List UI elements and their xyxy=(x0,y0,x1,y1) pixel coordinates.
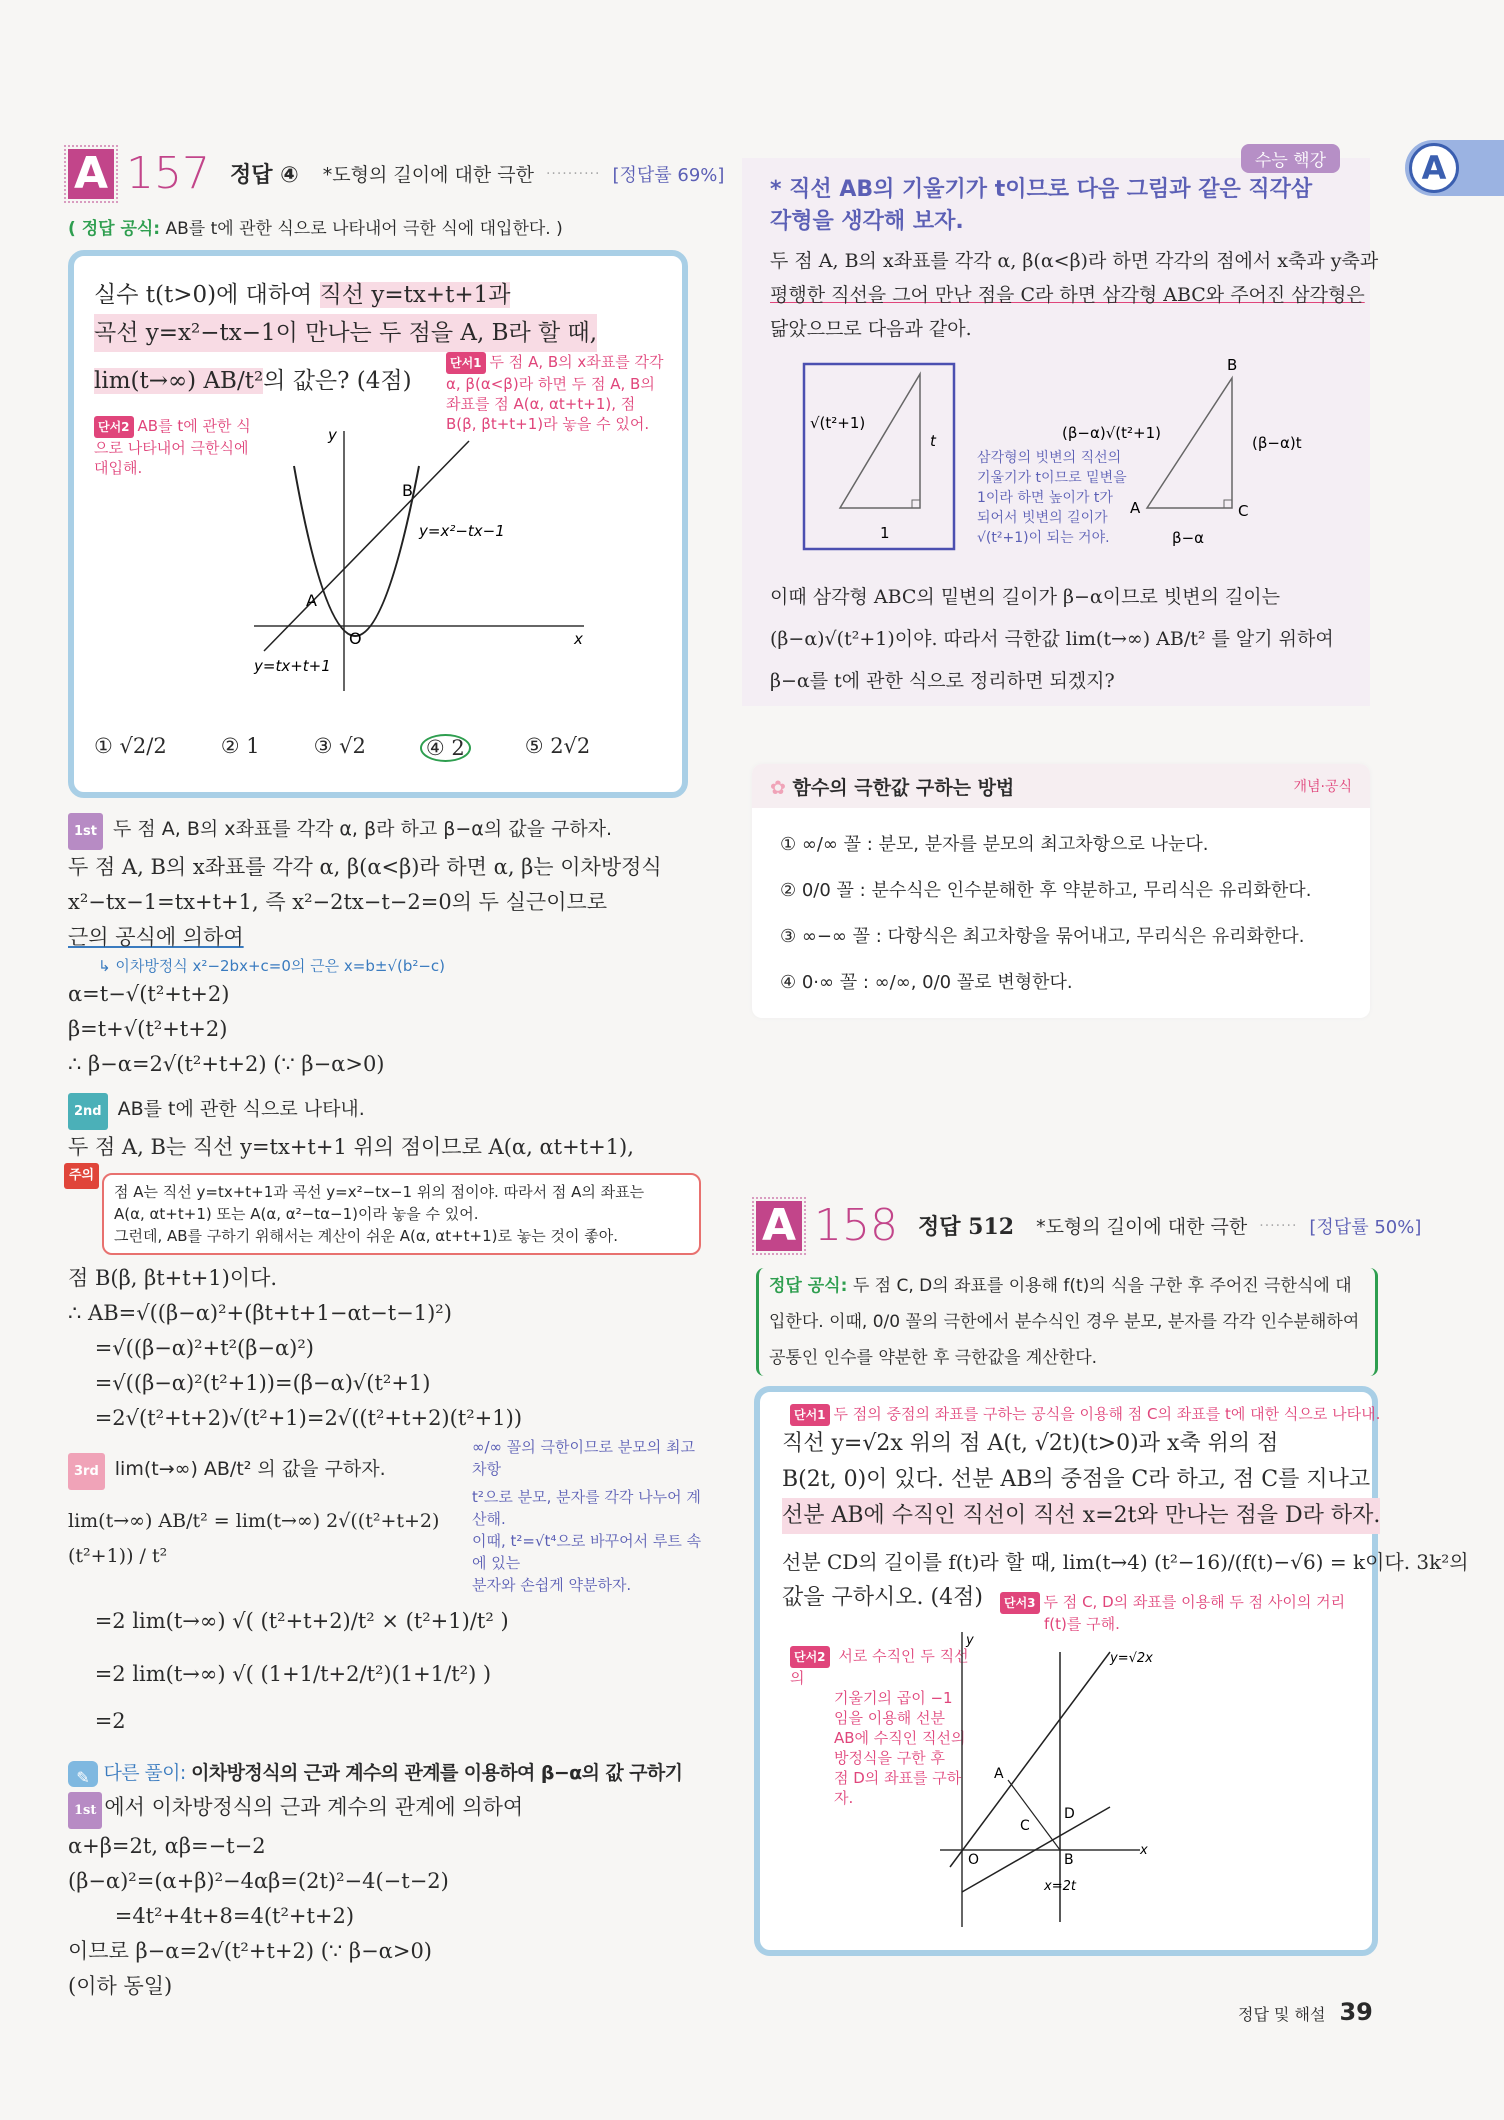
limit-method-box xyxy=(752,764,1370,1018)
point-c-label: C xyxy=(1020,1818,1030,1834)
equation-line: lim(t→∞) AB/t² = lim(t→∞) 2√((t²+t+2)(t²+1)) / t² xyxy=(68,1510,440,1567)
problem-157-box xyxy=(68,250,688,798)
note-line: 되어서 빗변의 길이가 xyxy=(977,510,1108,526)
choice-3[interactable]: ③ √2 xyxy=(313,734,366,758)
equation-line: α=t−√(t²+t+2) xyxy=(68,982,230,1006)
step-title: AB를 t에 관한 식으로 나타내. xyxy=(117,1098,365,1120)
right-angle-mark xyxy=(912,500,920,508)
method-list xyxy=(752,808,1370,1020)
point-d-label: D xyxy=(1064,1806,1075,1822)
solution-line: 근의 공식에 의하여 xyxy=(68,925,244,949)
hint-line: 점 D의 좌표를 구하자. xyxy=(834,1769,962,1807)
triangle-abc xyxy=(1147,378,1232,508)
solution-line: 두 점 A, B는 직선 y=tx+t+1 위의 점이므로 A(α, αt+t+1), xyxy=(68,1135,634,1159)
caution-line: A(α, αt+t+1) 또는 A(α, α²−tα−1)이라 놓을 수 있어. xyxy=(114,1205,479,1223)
accuracy-rate: [정답률 50%] xyxy=(1309,1216,1422,1238)
formula-text: 두 점 C, D의 좌표를 이용해 f(t)의 식을 구한 후 주어진 극한식에 대입한다. 이때, 0/0 꼴의 극한에서 분수식인 경우 분모, 분자를 각각 인수분해하여 공통인 인수를 약분한 후 극한값을 계산한다. xyxy=(769,1276,1360,1368)
equation-line: =2√(t²+t+2)√(t²+1)=2√((t²+t+2)(t²+1)) xyxy=(68,1406,523,1430)
x-label: x xyxy=(574,630,583,648)
problem-highlight: 직선 y=tx+t+1과 xyxy=(319,282,511,308)
problem-number: 158 xyxy=(814,1200,898,1251)
section-badge: A xyxy=(756,1201,802,1251)
equation-line: =√((β−α)²+t²(β−α)²) xyxy=(68,1336,314,1360)
formula-label: ( 정답 공식: xyxy=(68,219,161,239)
note-line: t²으로 분모, 분자를 각각 나누어 계산해. xyxy=(472,1488,701,1528)
hint-tag: 단서1 xyxy=(790,1404,830,1426)
choice-1[interactable]: ① √2/2 xyxy=(94,734,167,758)
section-tab-label: A xyxy=(1409,143,1459,193)
step-tag: 2nd xyxy=(68,1093,108,1130)
point-c-label: C xyxy=(1238,502,1249,520)
equation-line: (β−α)²=(α+β)²−4αβ=(2t)²−4(−t−2) xyxy=(68,1869,449,1893)
hint-1 xyxy=(790,1404,1380,1426)
paragraph-line: β−α를 t에 관한 식으로 정리하면 되겠지? xyxy=(770,670,1115,692)
equation-line: ∴ AB=√((β−α)²+(βt+t+1−αt−t−1)²) xyxy=(68,1301,452,1325)
parabola-graph xyxy=(234,426,594,696)
alt-title: 이차방정식의 근과 계수의 관계를 이용하여 β−α의 값 구하기 xyxy=(191,1762,683,1784)
core-insight-panel xyxy=(742,151,1379,706)
answer-label: 정답 ④ xyxy=(229,163,299,188)
equation-line: 이므로 β−α=2√(t²+t+2) (∵ β−α>0) xyxy=(68,1939,432,1963)
triangle-note xyxy=(977,448,1127,548)
section-badge: A xyxy=(68,149,114,199)
method-item: ④ 0·∞ 꼴 : ∞/∞, 0/0 꼴로 변형한다. xyxy=(780,972,1073,993)
paragraph-line: (β−α)√(t²+1)이야. 따라서 극한값 lim(t→∞) AB/t² 를 알기 위하여 xyxy=(770,628,1334,650)
hint-text: 두 점 A, B의 x좌표를 각각 α, β(α<β)라 하면 두 점 A, B의 좌표를 점 A(α, αt+t+1), 점 B(β, βt+t+1)라 놓을 수 있어. xyxy=(446,353,664,433)
flower-icon: ✿ xyxy=(770,776,793,799)
hint-text: 두 점의 중점의 좌표를 구하는 공식을 이용해 점 C의 좌표를 t에 대한 식으로 나타내. xyxy=(833,1405,1381,1423)
footer-label: 정답 및 해설 xyxy=(1238,2005,1326,2024)
origin-label: O xyxy=(968,1852,980,1868)
section-side-tab[interactable] xyxy=(1405,140,1504,196)
problem-line: 선분 AB에 수직인 직선이 직선 x=2t와 만나는 점을 D라 하자. xyxy=(782,1498,1380,1534)
core-badge: 수능 핵강 xyxy=(1241,144,1340,173)
point-a-label: A xyxy=(306,591,317,610)
solution-line: 에서 이차방정식의 근과 계수의 관계에 의하여 xyxy=(104,1795,524,1819)
note-line: 삼각형의 빗변의 직선의 xyxy=(977,450,1122,466)
choice-4-selected[interactable]: ④ 2 xyxy=(420,734,471,762)
triangle-frame xyxy=(804,364,954,549)
tri1-height-label: t xyxy=(930,432,936,450)
solution-line: 두 점 A, B의 x좌표를 각각 α, β(α<β)라 하면 α, β는 이차방정식 xyxy=(68,855,662,879)
page-footer xyxy=(1238,1998,1373,2026)
problem-line: 의 값은? (4점) xyxy=(263,368,412,394)
problem-line: 곡선 y=x²−tx−1이 만나는 두 점을 A, B라 할 때, xyxy=(94,314,597,352)
vline-label: x=2t xyxy=(1044,1879,1076,1894)
point-b-label: B xyxy=(1227,358,1238,374)
hint-tag: 단서1 xyxy=(446,352,486,374)
tri1-hyp-label: √(t²+1) xyxy=(810,414,866,432)
leader-dots: ······· xyxy=(1259,1217,1298,1234)
hint-text: AB를 t에 관한 식으로 나타내어 극한식에 대입해. xyxy=(94,417,251,477)
accuracy-rate: [정답률 69%] xyxy=(612,164,725,186)
right-angle-mark xyxy=(1224,500,1232,508)
note-line: ∞/∞ 꼴의 극한이므로 분모의 최고차항 xyxy=(472,1438,695,1478)
parabola-curve xyxy=(294,466,419,636)
choices xyxy=(94,734,590,762)
paragraph-line: 이때 삼각형 ABC의 밑변의 길이가 β−α이므로 빗변의 길이는 xyxy=(770,586,1281,608)
hint-3 xyxy=(1000,1592,1345,1634)
point-b-label: B xyxy=(1064,1852,1074,1868)
problem-line: 값을 구하시오. (4점) xyxy=(782,1585,983,1610)
problem-line: 실수 t(t>0)에 대하여 xyxy=(94,282,320,308)
equation-line: ∴ β−α=2√(t²+t+2) (∵ β−α>0) xyxy=(68,1052,385,1076)
paragraph-line: 두 점 A, B의 x좌표를 각각 α, β(α<β)라 하면 각각의 점에서 x축과 y축과 xyxy=(770,250,1379,272)
alternative-solution xyxy=(68,1756,708,2004)
core-title: * 직선 AB의 기울기가 t이므로 다음 그림과 같은 직각삼각형을 생각해 보자. xyxy=(770,177,1313,234)
caution-box xyxy=(69,1168,701,1255)
segment-ab xyxy=(1008,1780,1060,1850)
equation-line: =2 xyxy=(68,1709,126,1733)
hint-line: 두 점 C, D의 좌표를 이용해 두 점 사이의 거리 xyxy=(1043,1593,1346,1611)
problem-number: 157 xyxy=(126,148,210,199)
hint-line: f(t)를 구해. xyxy=(1044,1615,1120,1633)
small-triangle xyxy=(840,374,920,508)
core-paragraph xyxy=(770,244,1378,346)
solution-line: x²−tx−1=tx+t+1, 즉 x²−2tx−t−2=0의 두 실근이므로 xyxy=(68,890,608,914)
paragraph-line: 평행한 직선을 그어 만난 점을 C라 하면 삼각형 ABC와 주어진 삼각형은 xyxy=(770,284,1365,306)
point-b-label: B xyxy=(402,481,413,500)
equation-line: β=t+√(t²+t+2) xyxy=(68,1017,228,1041)
solution-step-2 xyxy=(68,1092,708,1436)
hint-1 xyxy=(446,352,664,434)
alt-label: 다른 풀이: xyxy=(103,1762,186,1784)
topic-label: *도형의 길이에 대한 극한 xyxy=(322,164,534,186)
formula-text: AB를 t에 관한 식으로 나타내어 극한 식에 대입한다. ) xyxy=(165,219,563,239)
method-title: 함수의 극한값 구하는 방법 xyxy=(792,776,1015,799)
y-label: y xyxy=(966,1633,974,1648)
answer-formula xyxy=(756,1268,1378,1376)
solution-step-1 xyxy=(68,812,708,1082)
problem-text xyxy=(782,1426,1469,1616)
problem-line: 직선 y=√2x 위의 점 A(t, √2t)(t>0)과 x축 위의 점 xyxy=(782,1431,1279,1456)
hint-line: 기울기의 곱이 −1 xyxy=(834,1689,953,1707)
equation-line: (이하 동일) xyxy=(68,1974,173,1998)
method-item: ③ ∞−∞ 꼴 : 다항식은 최고차항을 묶어내고, 무리식은 유리화한다. xyxy=(780,926,1305,947)
y-label: y xyxy=(328,426,337,444)
problem-158-box xyxy=(754,1386,1469,1956)
x-label: x xyxy=(1140,1843,1148,1858)
tri2-hyp-label: (β−α)√(t²+1) xyxy=(1062,424,1162,442)
equation-line: =2 lim(t→∞) √( (t²+t+2)/t² × (t²+1)/t² ) xyxy=(68,1609,509,1633)
hint-line: AB에 수직인 직선의 xyxy=(834,1729,966,1747)
problem-158-header xyxy=(756,1200,1421,1251)
hint-line: 방정식을 구한 후 xyxy=(834,1749,945,1767)
line-graph xyxy=(940,1632,1200,1932)
method-item: ① ∞/∞ 꼴 : 분모, 분자를 분모의 최고차항으로 나눈다. xyxy=(780,834,1209,855)
caution-tag: 주의 xyxy=(64,1163,99,1189)
equation-line: =√((β−α)²(t²+1))=(β−α)√(t²+1) xyxy=(68,1371,431,1395)
origin-label: O xyxy=(349,629,362,648)
step-tag: 1st xyxy=(68,813,103,850)
step-tag: 3rd xyxy=(68,1453,105,1490)
core-conclusion xyxy=(770,576,1334,702)
tri2-base-label: β−α xyxy=(1172,529,1205,547)
problem-line: 선분 CD의 길이를 f(t)라 할 때, lim(t→4) (t²−16)/(f(t)−√6) = k이다. 3k²의 xyxy=(782,1550,1469,1574)
hint-line: 서로 수직인 두 직선의 xyxy=(790,1647,969,1687)
problem-line: B(2t, 0)이 있다. 선분 AB의 중점을 C라 하고, 점 C를 지나고 xyxy=(782,1467,1371,1492)
note-line: 이때, t²=√t⁴으로 바꾸어서 루트 속에 있는 xyxy=(472,1532,702,1572)
note-line: √(t²+1)이 되는 거야. xyxy=(977,530,1110,546)
choice-5[interactable]: ⑤ 2√2 xyxy=(524,734,591,758)
answer-label: 정답 512 xyxy=(917,1214,1015,1240)
method-item: ② 0/0 꼴 : 분수식은 인수분해한 후 약분하고, 무리식은 유리화한다. xyxy=(780,880,1312,901)
note-line: 1이라 하면 높이가 t가 xyxy=(977,490,1113,506)
caution-line: 그런데, AB를 구하기 위해서는 계산이 쉬운 A(α, αt+t+1)로 놓는 것이 좋아. xyxy=(114,1227,618,1245)
paragraph-line: 닮았으므로 다음과 같아. xyxy=(770,318,972,340)
equation-line: =4t²+4t+8=4(t²+t+2) xyxy=(68,1904,355,1928)
tri1-base-label: 1 xyxy=(880,524,890,542)
hint-line: 임을 이용해 선분 xyxy=(834,1709,945,1727)
hint-tag: 단서2 xyxy=(94,416,134,438)
formula-note: ↳ 이차방정식 x²−2bx+c=0의 근은 x=b±√(b²−c) xyxy=(98,957,446,975)
equation-line: α+β=2t, αβ=−t−2 xyxy=(68,1834,266,1858)
step-3-note xyxy=(472,1436,704,1596)
curve-label: y=x²−tx−1 xyxy=(419,522,505,540)
line-sqrt2x xyxy=(950,1652,1110,1867)
step-tag: 1st xyxy=(68,1792,102,1829)
note-line: 분자와 손쉽게 약분하자. xyxy=(472,1576,632,1594)
leader-dots: ·········· xyxy=(545,165,601,182)
choice-2[interactable]: ② 1 xyxy=(220,734,260,758)
topic-label: *도형의 길이에 대한 극한 xyxy=(1036,1216,1248,1238)
problem-157-header xyxy=(68,148,724,199)
caution-line: 점 A는 직선 y=tx+t+1과 곡선 y=x²−tx−1 위의 점이야. 따라서 점 A의 좌표는 xyxy=(114,1183,645,1201)
formula-label: 정답 공식: xyxy=(769,1276,848,1296)
step-title: lim(t→∞) AB/t² 의 값을 구하자. xyxy=(114,1458,386,1480)
step-title: 두 점 A, B의 x좌표를 각각 α, β라 하고 β−α의 값을 구하자. xyxy=(113,818,613,840)
equation-line: 점 B(β, βt+t+1)이다. xyxy=(68,1266,278,1290)
line-label: y=tx+t+1 xyxy=(254,657,331,675)
limit-expression: lim(t→∞) AB/t² xyxy=(94,368,264,394)
point-a-label: A xyxy=(1130,499,1141,517)
method-tag: 개념·공식 xyxy=(1293,779,1352,795)
note-line: 기울기가 t이므로 밑변을 xyxy=(977,470,1127,486)
tri2-height-label: (β−α)t xyxy=(1252,434,1302,452)
equation-line: =2 lim(t→∞) √( (1+1/t+2/t²)(1+1/t²) ) xyxy=(68,1662,492,1686)
hint-tag: 단서2 xyxy=(790,1646,830,1668)
answer-formula xyxy=(68,214,563,239)
line-label: y=√2x xyxy=(1110,1651,1153,1666)
hint-tag: 단서3 xyxy=(1000,1592,1040,1614)
point-a-label: A xyxy=(994,1766,1004,1782)
alt-solution-icon: ✎ xyxy=(68,1761,98,1787)
page-number: 39 xyxy=(1339,1998,1373,2026)
